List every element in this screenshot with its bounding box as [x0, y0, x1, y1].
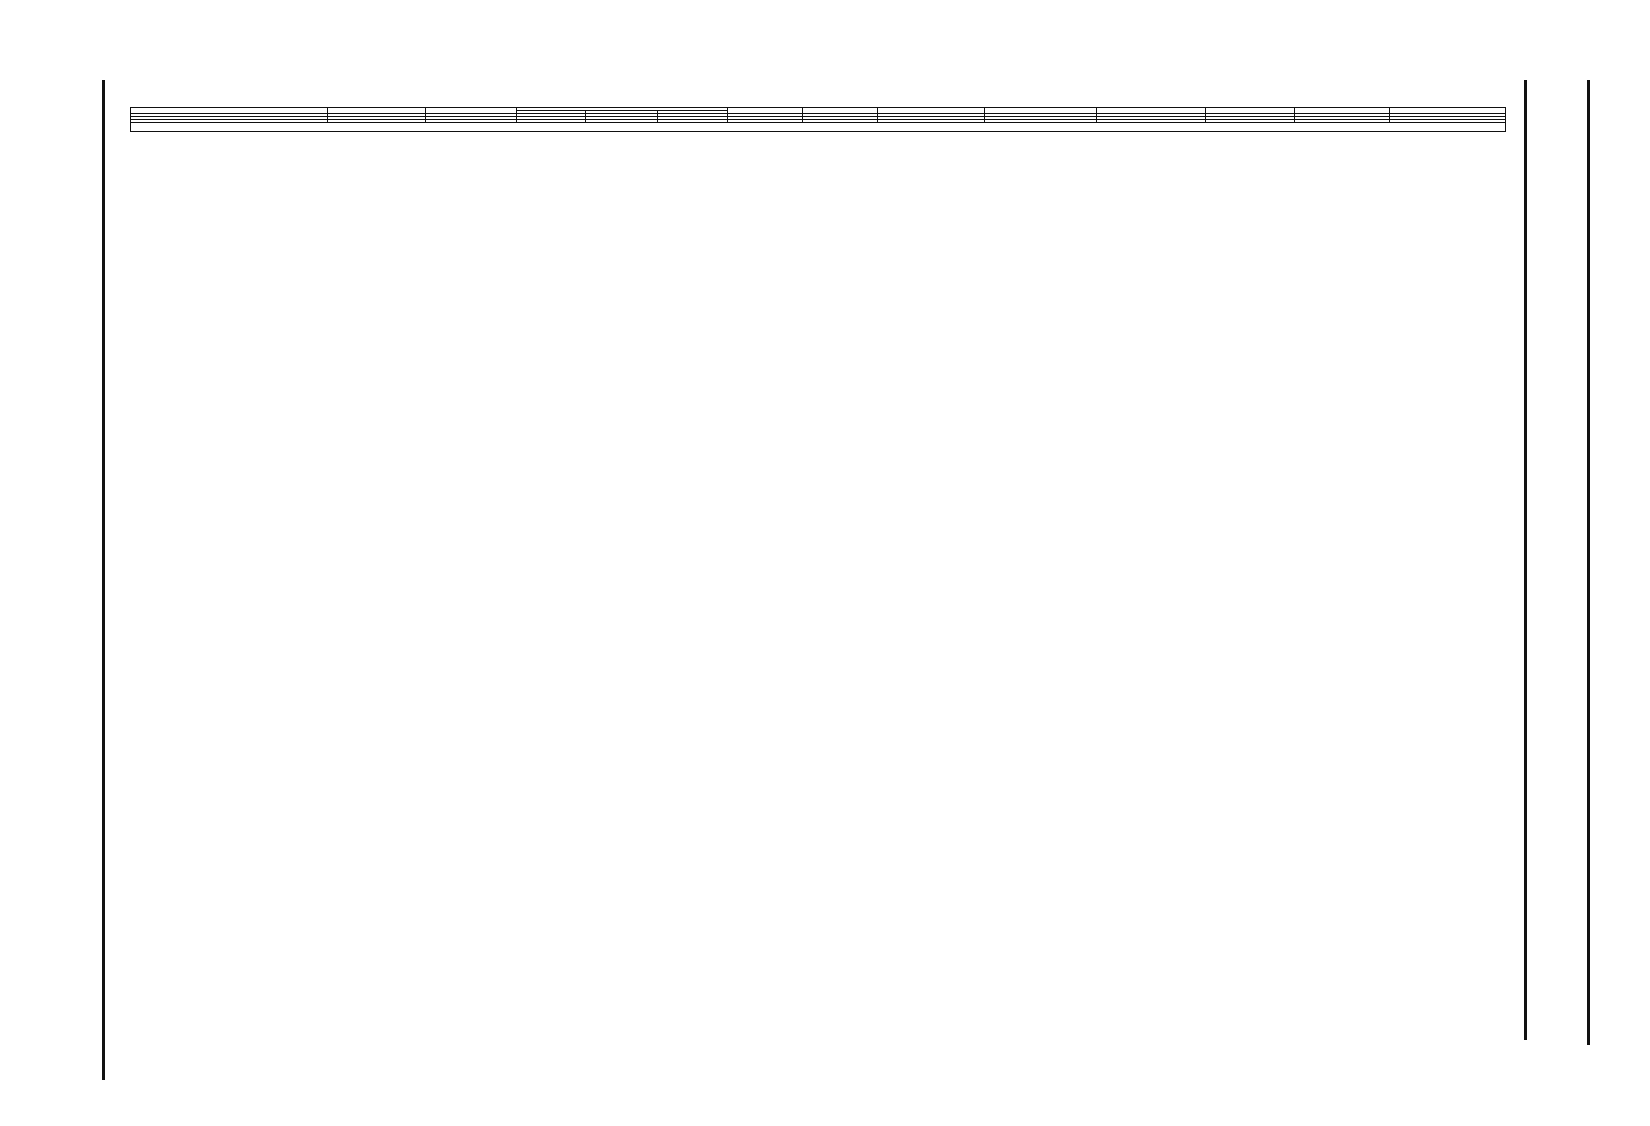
footnote [131, 123, 1506, 132]
properties-table-container [130, 107, 1506, 132]
left-rule [102, 80, 105, 1080]
table-body [131, 114, 1506, 123]
right-rule [1524, 80, 1527, 1040]
right-rule-outer [1587, 80, 1590, 1045]
properties-table [130, 107, 1506, 132]
